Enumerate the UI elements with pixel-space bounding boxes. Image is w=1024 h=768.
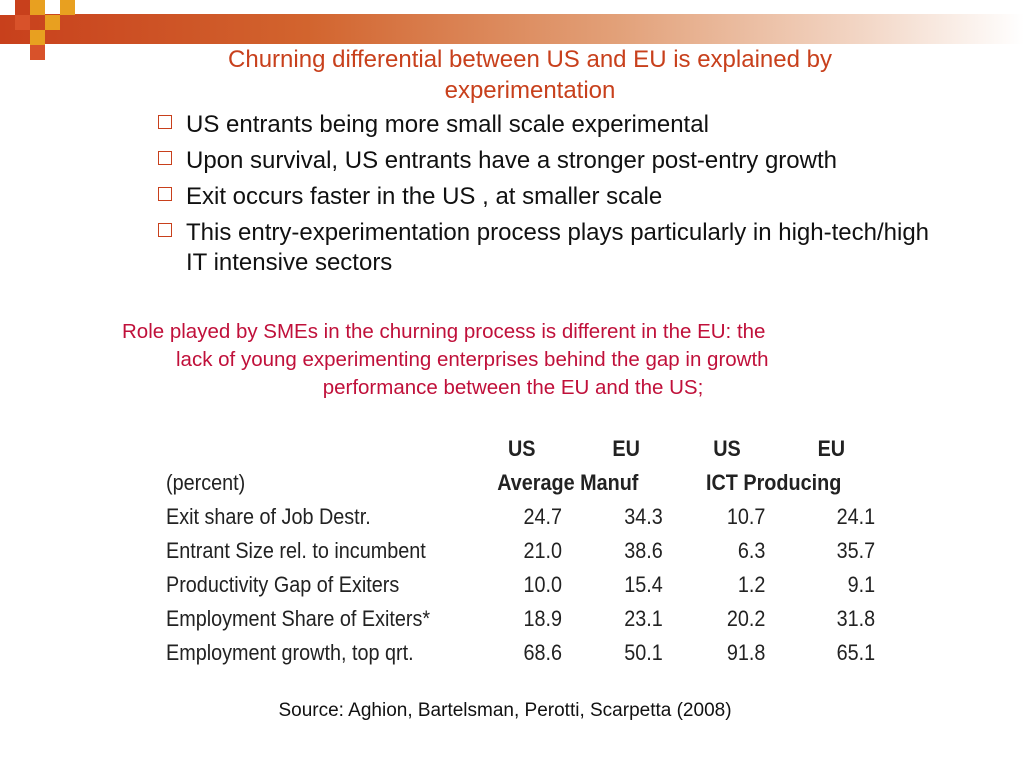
table-cell: 9.1 [847, 572, 876, 597]
row-label: Employment Share of Exiters* [166, 606, 431, 631]
square-bullet-icon [158, 187, 172, 201]
bullet-item [155, 146, 955, 176]
row-label: Employment growth, top qrt. [166, 640, 414, 665]
group-header-average-manuf: Average Manuf [497, 470, 639, 495]
col-header-us-ict: US [713, 436, 741, 461]
bullet-text: This entry-experimentation process plays particularly in high-tech/high IT intensive sectors [186, 219, 930, 276]
table-cell: 91.8 [726, 640, 766, 665]
bullet-item [155, 182, 955, 212]
table-cell: 23.1 [624, 606, 663, 631]
table-cell: 35.7 [836, 538, 876, 563]
bullet-item [155, 218, 955, 278]
bullet-text: Exit occurs faster in the US , at smaller scale [186, 183, 663, 210]
source-citation: Source: Aghion, Bartelsman, Perotti, Scarpetta (2008) [278, 700, 732, 721]
square-bullet-icon [158, 115, 172, 129]
col-header-us-manuf: US [508, 436, 536, 461]
table-cell: 65.1 [836, 640, 876, 665]
col-header-eu-ict: EU [817, 436, 846, 461]
checker-logo-decoration [0, 0, 80, 60]
table-cell: 20.2 [726, 606, 766, 631]
square-bullet-icon [158, 223, 172, 237]
bullet-item [155, 110, 955, 140]
table-cell: 10.7 [726, 504, 766, 529]
header-band [0, 14, 1024, 44]
table-cell: 38.6 [624, 538, 663, 563]
table-cell: 18.9 [523, 606, 562, 631]
role-line: lack of young experimenting enterprises behind the gap in growth [176, 348, 769, 371]
table-cell: 15.4 [624, 572, 663, 597]
row-label: Entrant Size rel. to incumbent [166, 538, 426, 563]
table-cell: 68.6 [523, 640, 562, 665]
table-cell: 1.2 [737, 572, 766, 597]
col-header-eu-manuf: EU [612, 436, 640, 461]
bullet-list [155, 110, 955, 284]
table-cell: 24.7 [523, 504, 562, 529]
bullet-text: US entrants being more small scale experimental [186, 111, 709, 138]
row-label: Exit share of Job Destr. [166, 504, 371, 529]
slide-title: Churning differential between US and EU is explained by experimentation [228, 46, 832, 104]
role-line: Role played by SMEs in the churning process is different in the EU: the [122, 320, 766, 343]
group-header-ict-producing: ICT Producing [706, 470, 842, 495]
table-cell: 6.3 [737, 538, 766, 563]
role-line: performance between the EU and the US; [322, 376, 704, 399]
table-cell: 21.0 [523, 538, 562, 563]
sme-role-paragraph [118, 318, 938, 402]
table-cell: 31.8 [836, 606, 876, 631]
table-cell: 24.1 [836, 504, 876, 529]
row-label: Productivity Gap of Exiters [166, 572, 400, 597]
bullet-text: Upon survival, US entrants have a stronger post-entry growth [186, 147, 837, 174]
table-cell: 34.3 [624, 504, 663, 529]
unit-label: (percent) [166, 470, 246, 495]
table-cell: 10.0 [523, 572, 562, 597]
table-cell: 50.1 [624, 640, 663, 665]
square-bullet-icon [158, 151, 172, 165]
